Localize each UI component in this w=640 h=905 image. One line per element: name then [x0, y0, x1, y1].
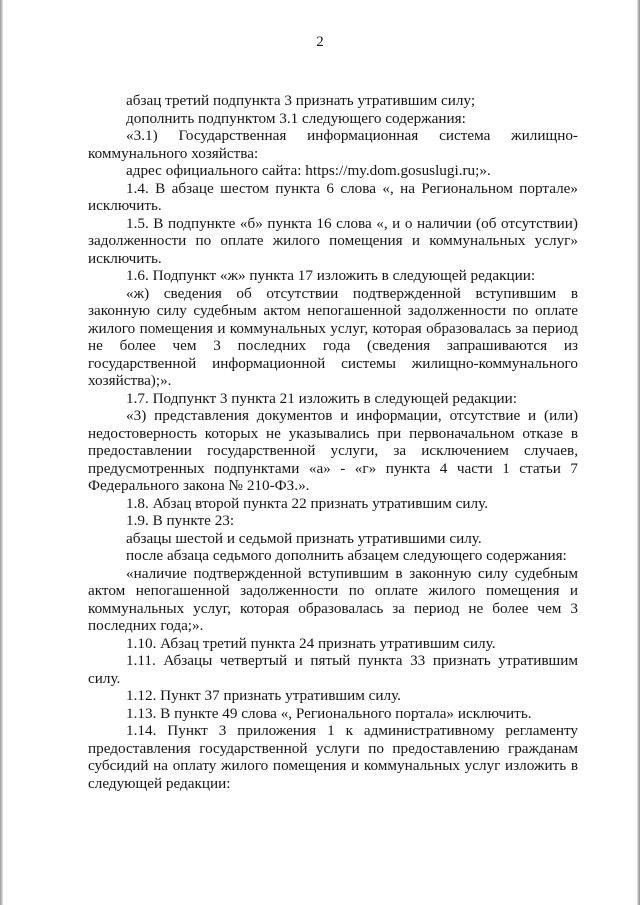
paragraph: 1.10. Абзац третий пункта 24 признать утратившим силу.	[126, 634, 496, 652]
paragraph: «3.1) Государственная информационная система жилищно-коммунального хозяйства:	[88, 127, 578, 162]
paragraph: «наличие подтвержденной вступившим в законную силу судебным актом непогашенной задолженности по оплате жилого помещения и коммунальных услуг, которая образовалась за период не более чем 3 последних года;».	[88, 564, 578, 634]
paragraph: после абзаца седьмого дополнить абзацем следующего содержания:	[126, 547, 567, 564]
paragraph: 1.14. Пункт 3 приложения 1 к административному регламенту предоставления государственной услуги по предоставлению гражданам субсидий на оплату жилого помещения и коммунальных услуг изложить в следующей редакции:	[88, 722, 578, 792]
paragraph: 1.6. Подпункт «ж» пункта 17 изложить в следующей редакции:	[126, 267, 536, 284]
paragraph: 1.9. В пункте 23:	[126, 512, 235, 529]
paragraph: абзац третий подпункта 3 признать утратившим силу;	[126, 92, 476, 109]
paragraph: 1.11. Абзацы четвертый и пятый пункта 33 признать утратившим силу.	[88, 652, 578, 687]
paragraph: «ж) сведения об отсутствии подтвержденной вступившим в законную силу судебным актом непогашенной задолженности по оплате жилого помещения и коммунальных услуг, которая образовалась за период не более чем 3 последних года (сведения запрашиваются из государственной информационной системы жилищно-коммунального хозяйства);».	[88, 284, 578, 389]
paragraph: 1.4. В абзаце шестом пункта 6 слова «, на Региональном портале» исключить.	[88, 179, 578, 214]
page-number: 2	[316, 34, 324, 50]
paragraph: 1.12. Пункт 37 признать утратившим силу.	[126, 687, 401, 704]
paragraph: 1.5. В подпункте «б» пункта 16 слова «, и о наличии (об отсутствии) задолженности по оплате жилого помещения и коммунальных услуг» исключить.	[88, 214, 578, 267]
paragraph: адрес официального сайта: https://my.dom.gosuslugi.ru;».	[126, 162, 491, 179]
document-body	[88, 92, 578, 792]
paragraph: 1.8. Абзац второй пункта 22 признать утратившим силу.	[126, 494, 488, 512]
paragraph: дополнить подпунктом 3.1 следующего содержания:	[126, 109, 466, 127]
paragraph: «3) представления документов и информации, отсутствие и (или) недостоверность которых не указывались при первоначальном отказе в предоставлении государственной услуги, за исключением случаев, предусмотренных подпунктами «а» - «г» пункта 4 части 1 статьи 7 Федерального закона № 210-ФЗ.».	[88, 407, 578, 494]
scan-edge-left	[0, 0, 3, 905]
paragraph: 1.13. В пункте 49 слова «, Регионального портала» исключить.	[126, 704, 532, 722]
paragraph: абзацы шестой и седьмой признать утратившими силу.	[126, 529, 482, 547]
paragraph: 1.7. Подпункт 3 пункта 21 изложить в следующей редакции:	[126, 389, 517, 407]
